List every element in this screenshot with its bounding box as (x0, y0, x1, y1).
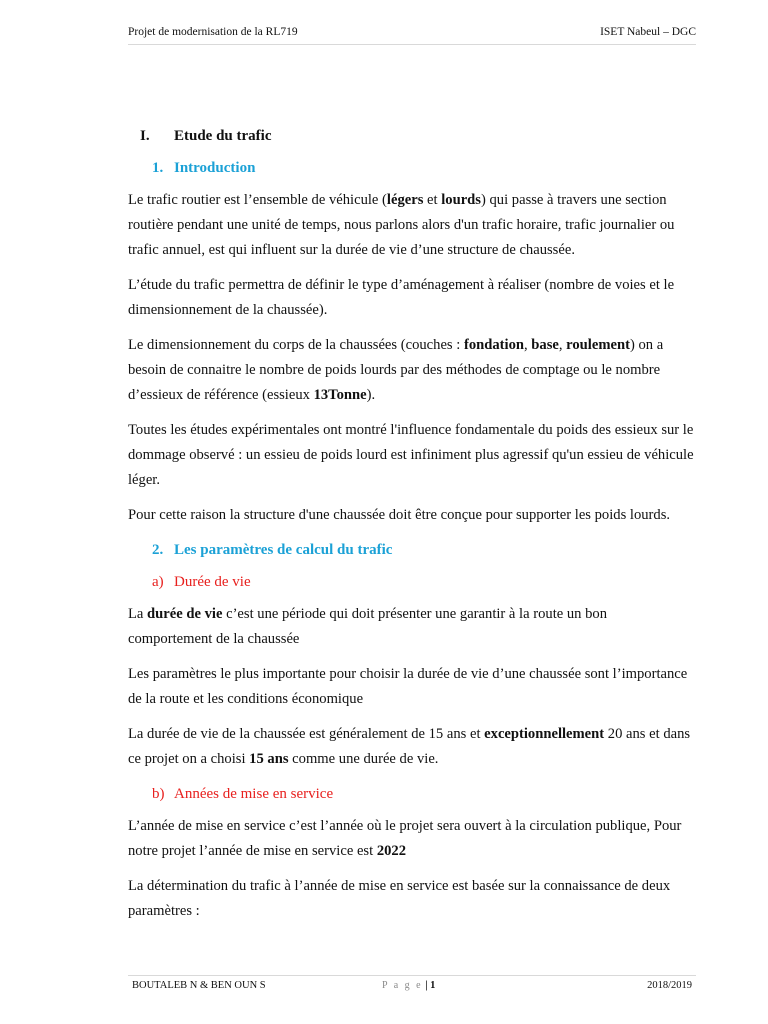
page-header (128, 22, 696, 46)
bold-text: durée de vie (147, 606, 223, 622)
subsection-number: 1. (152, 160, 164, 176)
text-run: ) on a besoin de connaitre le nombre de poids lourds par des méthodes de comptage ou le nombre d’essieux de référence (essieux (128, 337, 664, 403)
bold-text: exceptionnellement (484, 726, 605, 742)
paragraph: Pour cette raison la structure d'une chaussée doit être conçue pour supporter les poids lourds. (128, 507, 671, 523)
text-run: Le dimensionnement du corps de la chaussées (couches : (128, 337, 464, 353)
paragraph (128, 814, 694, 864)
sub-subsection-heading-duree (128, 570, 694, 594)
subsection-heading-parameters (128, 538, 694, 562)
text-run: L’année de mise en service c’est l’année où le projet sera ouvert à la circulation publique, Pour notre projet l’année de mise en service est (128, 818, 682, 859)
paragraph: Toutes les études expérimentales ont montré l'influence fondamentale du poids des essieux sur le dommage observé : un essieu de poids lourd est infiniment plus agressif qu'un essieu de véhicule léger. (128, 422, 694, 488)
paragraph (128, 722, 694, 772)
paragraph (128, 602, 694, 652)
text-run: c’est une période qui doit présenter une garantir à la route un bon comportement de la chaussée (128, 606, 608, 647)
text-run: Le trafic routier est l’ensemble de véhicule ( (128, 192, 387, 208)
text-run: , (558, 337, 567, 353)
bold-text: lourds (441, 192, 481, 208)
text-run: La (128, 606, 148, 622)
text-run: et (423, 192, 442, 208)
section-heading (128, 124, 694, 148)
document-body (128, 124, 694, 934)
text-run: , (523, 337, 532, 353)
paragraph (128, 333, 694, 408)
footer-authors: BOUTALEB N & BEN OUN S (132, 980, 266, 991)
paragraph: L’étude du trafic permettra de définir le type d’aménagement à réaliser (nombre de voies et le dimensionnement de la chaussée). (128, 277, 675, 318)
footer-academic-year: 2018/2019 (647, 980, 692, 991)
paragraph: La détermination du trafic à l’année de mise en service est basée sur la connaissance de deux paramètres : (128, 878, 671, 919)
section-number: I. (140, 128, 150, 144)
bold-text: 13Tonne (313, 387, 367, 403)
sub-subsection-letter: b) (152, 786, 165, 802)
text-run: comme une durée de vie. (288, 751, 439, 767)
page-number: 1 (430, 980, 436, 991)
bold-text: légers (386, 192, 424, 208)
text-run: La durée de vie de la chaussée est généralement de 15 ans et (128, 726, 485, 742)
page-footer (128, 978, 696, 998)
header-institution: ISET Nabeul – DGC (600, 26, 696, 38)
paragraph: Les paramètres le plus importante pour choisir la durée de vie d’une chaussée sont l’importance de la route et les conditions économique (128, 666, 688, 707)
bold-text: 15 ans (249, 751, 289, 767)
header-project-title: Projet de modernisation de la RL719 (128, 26, 298, 38)
sub-subsection-heading-mise-en-service (128, 782, 694, 806)
footer-page-number (382, 980, 435, 991)
header-divider (128, 44, 696, 45)
sub-subsection-title: Durée de vie (174, 574, 251, 590)
section-title: Etude du trafic (174, 128, 272, 144)
paragraph (128, 188, 694, 263)
sub-subsection-letter: a) (152, 574, 164, 590)
sub-subsection-title: Années de mise en service (174, 786, 334, 802)
footer-divider (128, 975, 696, 976)
text-run: 20 ans et dans ce projet on a choisi (128, 726, 691, 767)
subsection-title: Introduction (174, 160, 256, 176)
bold-text: 2022 (376, 843, 406, 859)
subsection-number: 2. (152, 542, 164, 558)
text-run: ) qui passe à travers une section routière pendant une unité de temps, nous parlons alors d'un trafic horaire, trafic journalier ou trafic annuel, est qui influent sur la durée de vie d’une structure de chaussée. (128, 192, 675, 258)
bold-text: base (531, 337, 559, 353)
bold-text: fondation (463, 337, 524, 353)
subsection-title: Les paramètres de calcul du trafic (174, 542, 393, 558)
page-label: P a g e (382, 980, 423, 991)
page-separator: | (422, 980, 431, 991)
text-run: ). (366, 387, 376, 403)
subsection-heading-introduction (128, 156, 694, 180)
bold-text: roulement (566, 337, 630, 353)
